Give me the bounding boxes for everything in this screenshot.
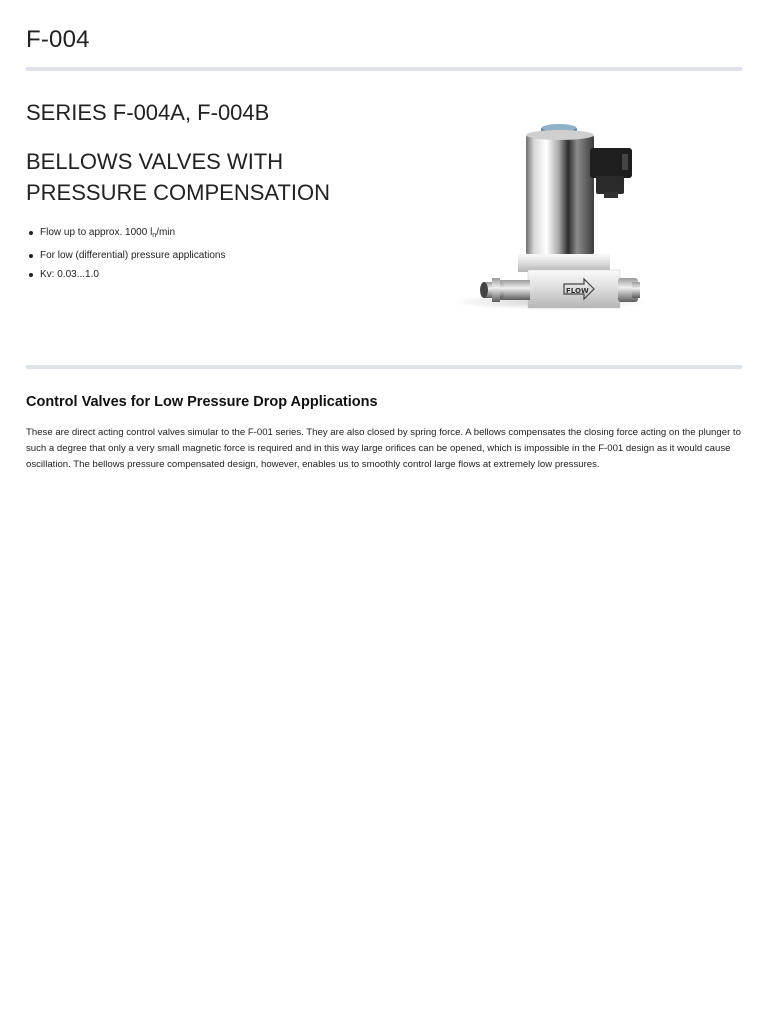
product-title-line-1: BELLOWS VALVES WITH <box>26 149 284 174</box>
section-divider <box>26 365 742 369</box>
section-body: These are direct acting control valves simular to the F-001 series. They are also closed by spring force. A bellows compensates the closing force acting on the plunger to such a degree that only a very small magnetic force is required and in this way large orifices can be opened, which is impossible in the F-001 design as it would cause oscillation. The bellows pressure compensated design, however, enables us to smoothly control large flows at extremely low pressures. <box>26 427 741 470</box>
feature-list <box>26 223 225 285</box>
bellows-valve-photo <box>440 120 650 320</box>
section-heading: Control Valves for Low Pressure Drop Applications <box>26 394 378 410</box>
flow-label: FLOW <box>566 287 589 295</box>
feature-item-pressure: For low (differential) pressure applications <box>26 246 225 266</box>
feature-item-flow: Flow up to approx. 1000 $l_n/\min$ <box>26 223 225 246</box>
series-title: SERIES F-004A, F-004B <box>26 100 270 125</box>
page-code: F-004 <box>26 26 90 53</box>
feature-item-kv: Kv: 0.03...1.0 <box>26 265 225 285</box>
top-divider <box>26 67 742 71</box>
product-title-line-2: PRESSURE COMPENSATION <box>26 180 330 205</box>
product-title <box>26 146 386 208</box>
